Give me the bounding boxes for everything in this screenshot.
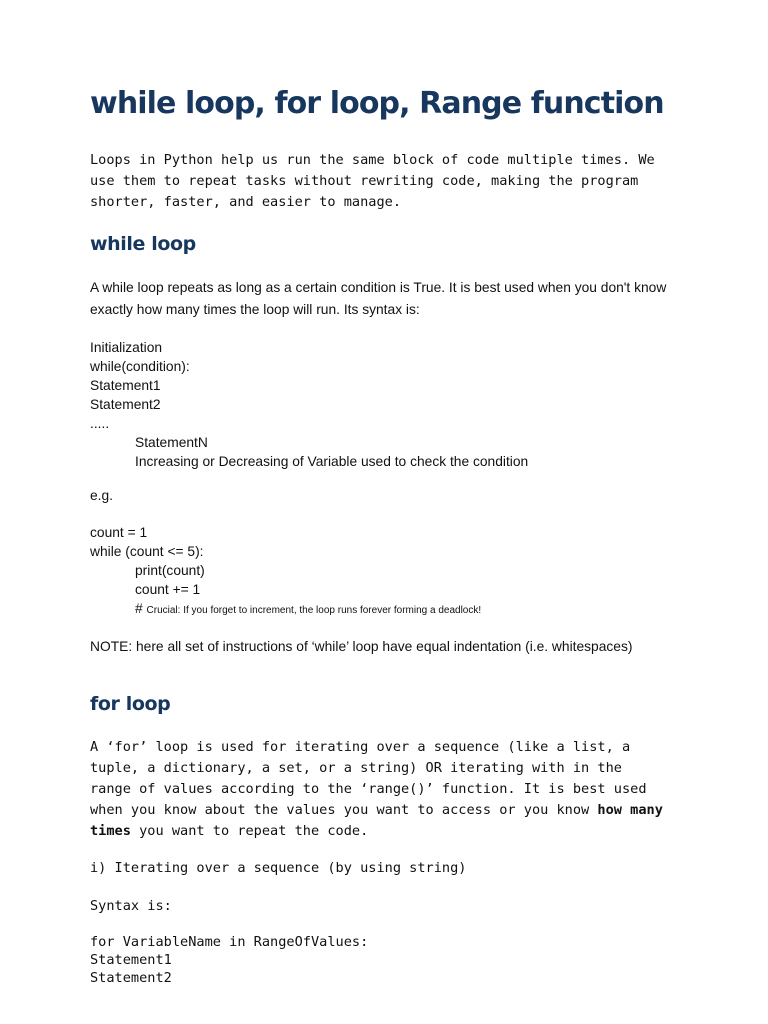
description-line (90, 800, 663, 821)
intro-paragraph (90, 150, 655, 213)
syntax-line: ..... (90, 416, 110, 431)
example-line: print(count) (135, 563, 205, 578)
syntax-label: Syntax is: (90, 898, 172, 914)
for-loop-description (90, 737, 663, 842)
description-text: when you know about the values you want to access or you know (90, 802, 598, 818)
description-text: you want to repeat the code. (130, 823, 369, 839)
for-loop-heading: for loop (90, 693, 171, 715)
description-line: A while loop repeats as long as a certain condition is True. It is best used when you don't know (90, 280, 667, 295)
comment-hash: # (135, 601, 143, 616)
syntax-line: Statement1 (90, 378, 161, 393)
syntax-line: for VariableName in RangeOfValues: (90, 934, 369, 950)
intro-line: shorter, faster, and easier to manage. (90, 194, 401, 210)
intro-line: Loops in Python help us run the same block of code multiple times. We (90, 152, 655, 168)
syntax-line: StatementN (135, 435, 208, 450)
description-line: tuple, a dictionary, a set, or a string) OR iterating with in the (90, 760, 622, 776)
example-comment: Crucial: If you forget to increment, the loop runs forever forming a deadlock! (146, 605, 482, 616)
syntax-line: Statement1 (90, 952, 172, 968)
description-line: A ‘for’ loop is used for iterating over a sequence (like a list, a (90, 739, 631, 755)
while-loop-heading: while loop (90, 233, 196, 255)
iteration-item-i: i) Iterating over a sequence (by using string) (90, 860, 467, 876)
description-line: exactly how many times the loop will run. Its syntax is: (90, 302, 420, 317)
syntax-line: while(condition): (90, 359, 190, 374)
example-label: e.g. (90, 488, 114, 503)
example-line: count += 1 (135, 582, 201, 597)
syntax-line: Statement2 (90, 970, 172, 986)
page-title: while loop, for loop, Range function (90, 86, 664, 121)
example-line: while (count <= 5): (90, 544, 204, 559)
while-loop-description (90, 277, 666, 321)
description-line (90, 821, 663, 842)
intro-line: use them to repeat tasks without rewriting code, making the program (90, 173, 639, 189)
while-example-block (90, 523, 481, 620)
description-line: range of values according to the ‘range()’ function. It is best used (90, 781, 647, 797)
example-comment-line (90, 599, 481, 620)
while-syntax-block (90, 338, 528, 471)
syntax-line: Initialization (90, 340, 163, 355)
for-syntax-block (90, 933, 368, 987)
bold-text: how many (597, 802, 663, 818)
syntax-line: Increasing or Decreasing of Variable used to check the condition (135, 454, 529, 469)
bold-text: times (90, 823, 131, 839)
while-note: NOTE: here all set of instructions of ‘while’ loop have equal indentation (i.e. whitespaces) (90, 639, 633, 654)
syntax-line: Statement2 (90, 397, 161, 412)
example-line: count = 1 (90, 525, 148, 540)
